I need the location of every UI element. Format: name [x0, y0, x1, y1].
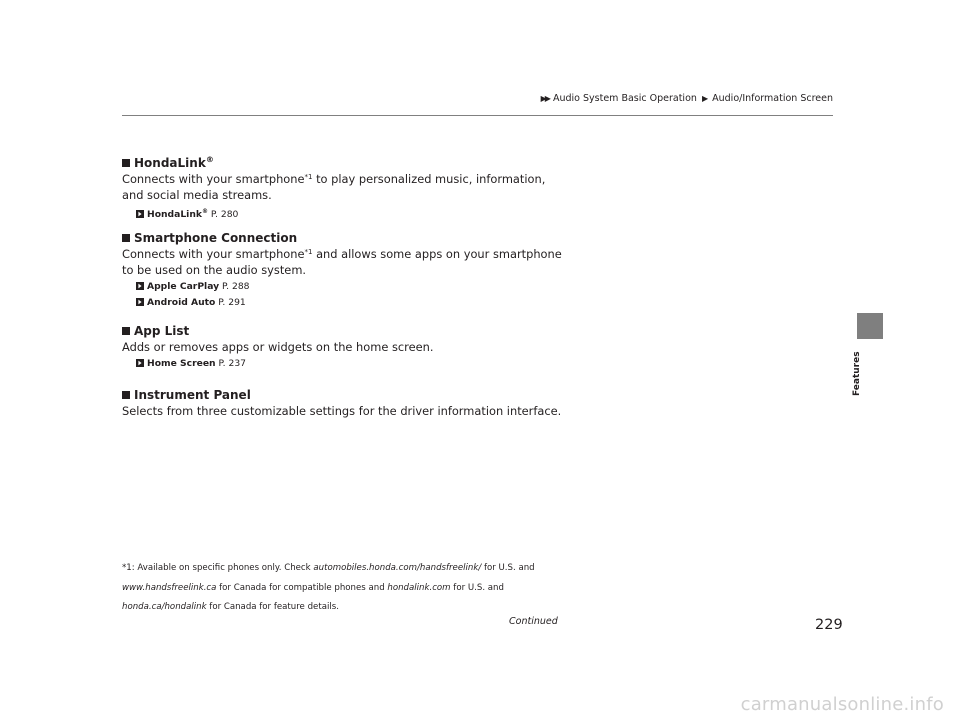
- footnote-marker[interactable]: *1: [304, 248, 313, 256]
- footnote-text: for Canada for feature details.: [206, 602, 339, 612]
- footnote-link[interactable]: hondalink.com: [387, 582, 451, 593]
- section-instrument-panel: [122, 388, 562, 419]
- square-bullet-icon: [122, 327, 130, 335]
- section-title-text: Smartphone Connection: [134, 231, 298, 245]
- footnote-link[interactable]: www.handsfreelink.ca: [122, 582, 217, 593]
- section-smartphone-connection: [122, 231, 562, 310]
- watermark: carmanualsonline.info: [740, 694, 944, 715]
- cross-reference-icon: [136, 359, 144, 367]
- footnote-marker[interactable]: *1: [304, 173, 313, 181]
- cross-reference-label[interactable]: Apple CarPlay: [147, 281, 220, 292]
- cross-reference-page[interactable]: P. 280: [210, 209, 239, 221]
- cross-reference-icon: [136, 298, 144, 306]
- body-text-part: Connects with your smartphone: [122, 247, 305, 261]
- chapter-tab-text: Features: [852, 351, 862, 396]
- cross-reference[interactable]: [136, 204, 562, 222]
- cross-reference-label[interactable]: Home Screen: [147, 358, 216, 369]
- cross-reference-label[interactable]: Android Auto: [147, 297, 216, 308]
- footnote: [122, 559, 572, 618]
- footnote-link[interactable]: honda.ca/hondalink: [122, 602, 207, 612]
- chapter-tab-label: [852, 342, 866, 396]
- square-bullet-icon: [122, 391, 130, 399]
- section-hondalink: [122, 152, 562, 222]
- page-number: 229: [815, 617, 843, 633]
- section-title: [122, 324, 562, 339]
- body-text-part: to play personalized music, information, and social media streams.: [122, 172, 546, 202]
- section-title: [122, 231, 562, 246]
- square-bullet-icon: [122, 159, 130, 167]
- cross-reference-icon: [136, 282, 144, 290]
- continued-label: Continued: [509, 616, 558, 627]
- double-arrow-icon: ▶▶: [540, 94, 549, 103]
- registered-mark: ®: [205, 155, 214, 164]
- footnote-link[interactable]: automobiles.honda.com/handsfreelink/: [313, 563, 482, 573]
- cross-reference-page[interactable]: P. 237: [218, 358, 247, 369]
- breadcrumb-item-audio-system[interactable]: Audio System Basic Operation: [552, 93, 697, 104]
- arrow-icon: ▶: [701, 94, 709, 103]
- footnote-text: for U.S. and: [481, 563, 535, 573]
- square-bullet-icon: [122, 234, 130, 242]
- body-text-part: and allows some apps on your smartphone to be used on the audio system.: [122, 247, 562, 277]
- section-title: [122, 152, 562, 171]
- footnote-text: Available on specific phones only. Check: [137, 563, 314, 573]
- cross-reference-icon: [136, 210, 144, 218]
- chapter-tab-marker: [857, 313, 883, 339]
- footnote-text: for Canada for compatible phones and: [216, 582, 388, 593]
- cross-reference-page[interactable]: P. 291: [218, 297, 246, 308]
- header-divider: [122, 115, 833, 116]
- breadcrumb-item-audio-information-screen[interactable]: Audio/Information Screen: [712, 93, 833, 104]
- section-title-text: App List: [134, 324, 190, 338]
- section-body: Adds or removes apps or widgets on the home screen.: [122, 340, 434, 354]
- body-text-part: Connects with your smartphone: [122, 172, 305, 186]
- cross-reference[interactable]: [136, 295, 562, 310]
- section-body: [122, 171, 562, 203]
- footnote-text: for U.S. and: [450, 582, 504, 593]
- cross-reference-page[interactable]: P. 288: [222, 281, 250, 292]
- registered-mark: ®: [201, 208, 208, 215]
- breadcrumb: [541, 93, 833, 104]
- cross-reference[interactable]: [136, 356, 562, 371]
- section-title-text: HondaLink: [134, 156, 206, 170]
- section-body: Selects from three customizable settings for the driver information interface.: [122, 404, 562, 418]
- cross-reference[interactable]: [136, 279, 562, 294]
- footnote-marker: *1:: [122, 563, 138, 573]
- cross-reference-label[interactable]: HondaLink: [147, 209, 202, 221]
- section-title-text: Instrument Panel: [134, 388, 251, 402]
- section-app-list: [122, 324, 562, 371]
- section-title: [122, 388, 562, 403]
- section-body: [122, 246, 562, 278]
